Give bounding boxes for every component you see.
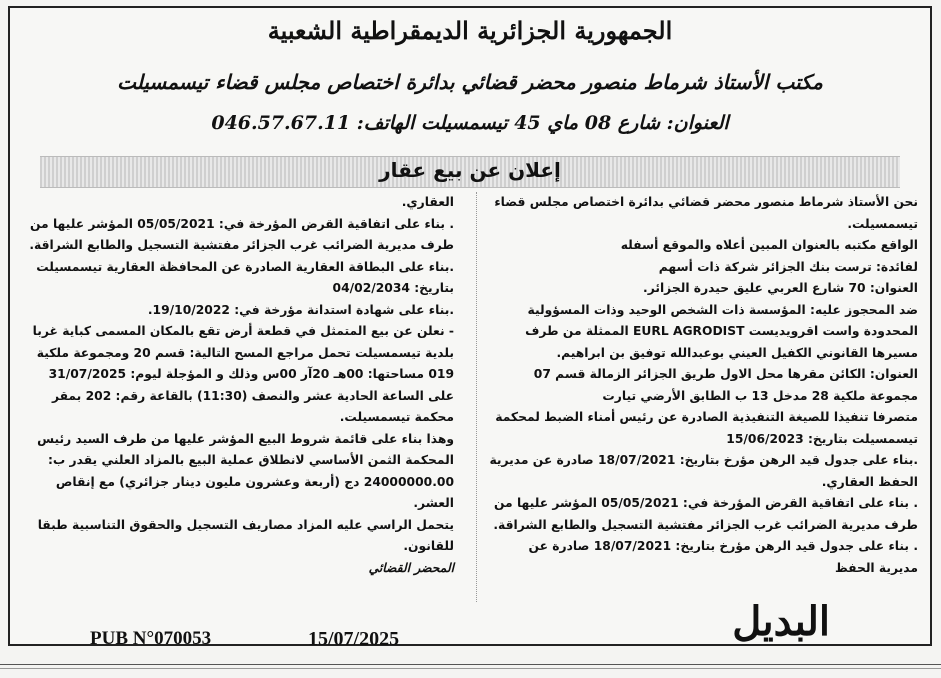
paragraph: العنوان: 70 شارع العربي عليق حيدرة الجزائر. (643, 281, 918, 295)
badil-label: البديل (732, 598, 830, 645)
republic-title: الجمهورية الجزائرية الديمقراطية الشعبية (267, 16, 673, 45)
paragraph: - نعلن عن بيع المتمثل في قطعة أرض تقع بالمكان المسمى كباية غربا بلدية تيسمسيلت تحمل مراجع المسح التالية: قسم 20 ومجموعة ملكية 019 مساحتها: 00هـ 20آر 00س وذلك و المؤجلة ليوم: 31/07/2025 على الساعة الحادية عشر والنصف (11:30) بالقاعة رقم: 202 بمقر محكمة تيسمسيلت. (32, 324, 454, 424)
paragraph: وهذا بناء على قائمة شروط البيع المؤشر عليها من طرف السيد رئيس المحكمة الثمن الأساسي لانطلاق عملية البيع بالمزاد العلني يقدر ب: 24000000.00 دج (أربعة وعشرون مليون دينار جزائري) مع إنقاص العشر. (37, 431, 454, 510)
paragraph: يتحمل الراسي عليه المزاد مصاريف التسجيل والحقوق التناسبية طبقا للقانون. (37, 517, 454, 553)
paragraph: نحن الأستاذ شرماط منصور محضر قضائي بدائرة اختصاص مجلس قضاء تيسمسيلت. (494, 195, 918, 231)
paragraph: . بناء على اتفاقية القرض المؤرخة في: 05/05/2021 المؤشر عليها من طرف مديرية الضرائب غرب الجزائر مفتشية التسجيل والطابع الشراقة. (29, 216, 454, 252)
announcement-title: إعلان عن بيع عقار (379, 158, 561, 182)
address-line: العنوان: شارع 08 ماي 45 تيسمسيلت الهاتف: 046.57.67.11 (211, 112, 729, 134)
paragraph: لفائدة: ترست بنك الجزائر شركة ذات أسهم (658, 259, 918, 274)
publication-date: 15/07/2025 (308, 628, 400, 650)
paragraph: العقاري. (401, 195, 454, 209)
paragraph: ضد المحجوز عليه: المؤسسة ذات الشخص الوحيد وذات المسؤولية المحدودة واست اقرويديست EURL AGRODIST الممثلة من طرف مسيرها القانوني الكفيل العيني بوعبدالله توفيق بن ابراهيم. (525, 302, 918, 360)
paragraph: .بناء على جدول قيد الرهن مؤرخ بتاريخ: 18/07/2021 صادرة عن مديرية الحفظ العقاري. (489, 453, 918, 489)
paragraph: . بناء على اتفاقية القرض المؤرخة في: 05/05/2021 المؤشر عليها من طرف مديرية الضرائب غرب الجزائر مفتشية التسجيل والطابع الشراقة. (493, 496, 918, 532)
column-divider (476, 192, 477, 602)
left-column (22, 192, 454, 579)
paragraph: .بناء على شهادة استدانة مؤرخة في: 19/10/2022. (147, 302, 454, 317)
paragraph: . بناء على جدول قيد الرهن مؤرخ بتاريخ: 18/07/2021 صادرة عن مديرية الحفظ (528, 539, 918, 575)
paragraph: الواقع مكتبه بالعنوان المبين أعلاه والموقع أسفله (620, 238, 918, 252)
bottom-rule (0, 664, 941, 669)
title-banner (40, 156, 900, 188)
pub-number: PUB N°070053 (90, 628, 212, 649)
paragraph: العنوان: الكائن مقرها محل الاول طريق الجزائر الزمالة قسم 07 مجموعة ملكية 28 مدخل 13 ب الطابق الأرضي تيارت (533, 367, 918, 403)
announcement-frame (8, 6, 932, 650)
office-line: مكتب الأستاذ شرماط منصور محضر قضائي بدائرة اختصاص مجلس قضاء تيسمسيلت (117, 70, 823, 94)
right-column (486, 192, 918, 579)
paragraph: متصرفا تنفيذا للصيغة التنفيذية الصادرة عن رئيس أمناء الضبط لمحكمة تيسمسيلت بتاريخ: 15/06/2023 (495, 410, 918, 446)
signature: المحضر القضائي (368, 560, 454, 575)
paragraph: .بناء على البطاقة العقارية الصادرة عن المحافظة العقارية تيسمسيلت بتاريخ: 04/02/2034 (36, 259, 454, 295)
